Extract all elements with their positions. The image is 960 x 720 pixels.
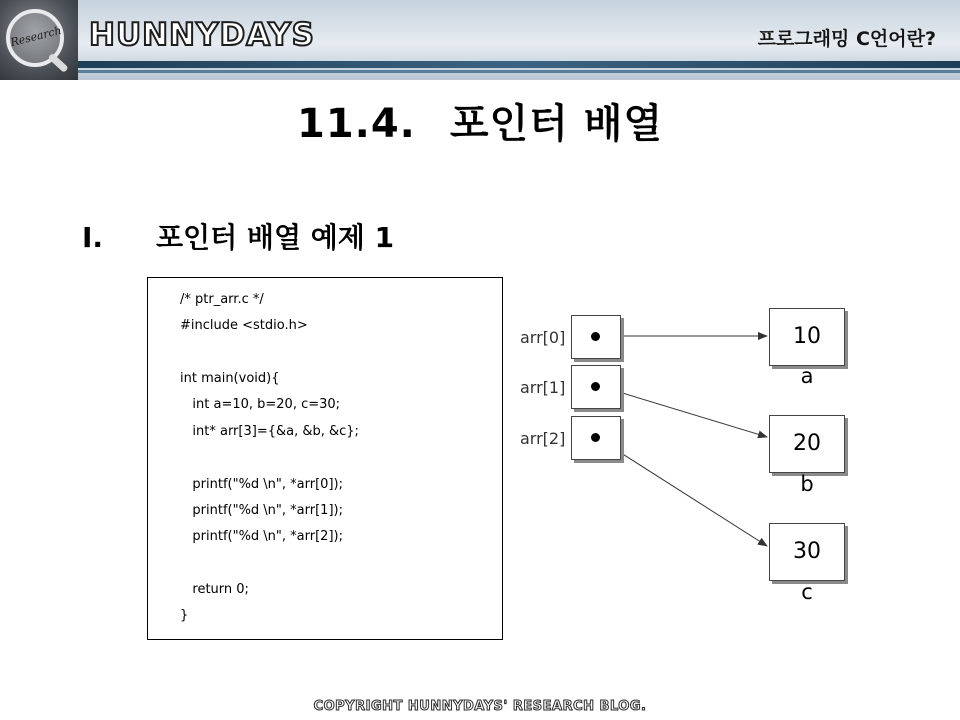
arrow-arr2-to-c [596, 437, 767, 546]
pointer-dot [591, 433, 600, 442]
code-line: int* arr[3]={&a, &b, &c}; [180, 424, 359, 439]
value-cell-c: 30 [769, 523, 845, 581]
logo [0, 0, 78, 80]
code-line: printf("%d \n", *arr[0]); [180, 477, 343, 492]
variable-name-c: c [801, 580, 813, 604]
code-line: printf("%d \n", *arr[1]); [180, 503, 343, 518]
pointer-cell-arr0 [571, 315, 621, 359]
code-line: int a=10, b=20, c=30; [180, 397, 341, 412]
code-panel [147, 277, 503, 640]
slide-title [0, 92, 960, 149]
arrow-arr1-to-b [596, 385, 767, 437]
pointer-cell-arr1 [571, 365, 621, 409]
logo-text: Research [9, 23, 63, 50]
section-number: I. [82, 221, 104, 254]
magnifier-handle [48, 53, 69, 73]
section-heading [82, 216, 394, 256]
pointer-label-arr0: arr[0] [520, 328, 566, 347]
section-text: 포인터 배열 예제 1 [156, 221, 395, 254]
pointer-label-arr1: arr[1] [520, 378, 566, 397]
variable-name-b: b [800, 472, 814, 496]
pointer-dot [591, 332, 600, 341]
code-line: #include <stdio.h> [180, 318, 308, 333]
slide-title-text: 포인터 배열 [449, 101, 664, 147]
brand-name: HUNNYDAYS [89, 17, 315, 53]
pointer-cell-arr2 [571, 416, 621, 460]
header-stripe [78, 61, 960, 68]
pointer-diagram [500, 290, 900, 620]
header-stripe-thin [78, 70, 960, 73]
code-line: } [180, 608, 189, 623]
footer-copyright: COPYRIGHT HUNNYDAYS' RESEARCH BLOG. [313, 699, 647, 714]
variable-name-a: a [800, 364, 814, 388]
code-line: printf("%d \n", *arr[2]); [180, 529, 343, 544]
pointer-dot [591, 382, 600, 391]
pointer-label-arr2: arr[2] [520, 429, 566, 448]
header-tagline: 프로그래밍 C언어란? [757, 28, 936, 50]
value-cell-b: 20 [769, 415, 845, 473]
code-line: return 0; [180, 582, 249, 597]
header-banner [0, 0, 960, 80]
slide-title-number: 11.4. [296, 101, 416, 147]
value-cell-a: 10 [769, 308, 845, 366]
code-line: /* ptr_arr.c */ [180, 292, 264, 307]
code-line: int main(void){ [180, 371, 280, 386]
